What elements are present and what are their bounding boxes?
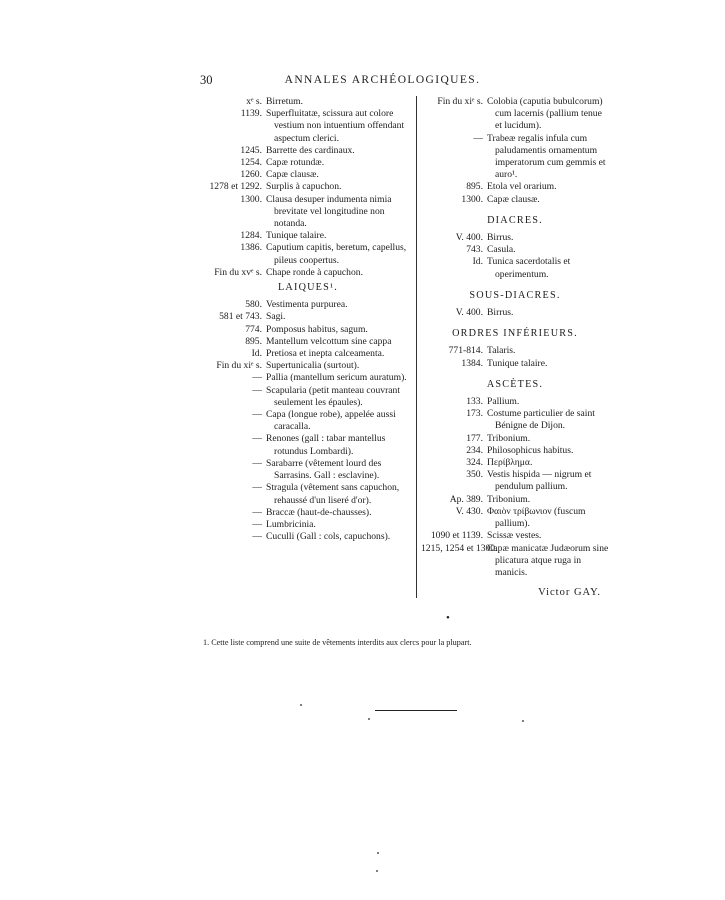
entry-key: — [252,433,262,445]
entry-key: 177. [466,432,483,444]
entry-key: — [252,482,262,494]
entry-key: — [252,506,262,518]
end-rule [375,710,457,711]
entry-text: Vestimenta purpurea. [266,299,348,311]
running-title: ANNALES ARCHÉOLOGIQUES. [284,74,481,86]
author-signature: Victor GAY. [538,587,601,599]
entry-text: Tunica sacerdotalis et operimentum. [487,256,571,280]
entry-key: 1254. [240,157,262,169]
entry-key: — [252,518,262,530]
entry-key: Fin du xiᵉ s. [216,360,262,372]
entry-row [421,133,609,182]
entry-row [200,169,416,181]
entry-row [200,324,416,336]
entry-row [421,445,609,457]
entry-key: — [252,384,262,396]
entry-key: 133. [466,396,483,408]
entry-text: Sagi. [266,311,286,323]
entry-row [421,256,609,280]
entry-text: Birrus. [487,307,514,319]
print-speck [522,720,524,722]
entry-row [200,157,416,169]
entry-row [421,358,609,370]
entry-key: 173. [466,408,483,420]
entry-text: Clausa desuper indumenta nimia brevitate vel longitudine non notanda. [266,193,392,230]
print-speck [368,718,370,720]
entry-text: Mantellum velcottum sine cappa [266,335,392,347]
entry-text: Capæ manicatæ Judæorum sine plicatura atque ruga in manicis. [487,542,609,578]
entry-row [421,469,609,493]
entry-text: Περίβλημα. [487,457,533,469]
entry-key: 1215, 1254 et 1300. [421,542,498,554]
entry-text: Etola vel orarium. [487,181,557,193]
entry-key: 1245. [240,144,262,156]
entry-text: Trabeæ regalis infula cum paludamentis ornamentum imperatorum cum gemmis et auro¹. [487,132,606,181]
entry-text: Renones (gall : tabar mantellus rotundus Lombardi). [266,433,386,457]
entry-row [200,433,416,457]
entry-row [421,396,609,408]
entry-text: Costume particulier de saint Bénigne de Dijon. [487,408,595,432]
entry-row [421,408,609,432]
entry-row [200,299,416,311]
section-title: LAIQUES¹. [278,282,338,294]
entry-row [200,242,416,266]
print-speck [376,870,378,872]
entry-text: Φαιὸν τρίβωνιον (fuscum pallium). [487,505,586,530]
entry-text: Tunique talaire. [487,357,548,369]
entry-key: Fin du xvᵉ s. [214,266,262,278]
entry-key: 1090 et 1139. [430,530,483,542]
entry-row [200,181,416,193]
entry-key: xᵉ s. [246,96,262,107]
entry-key: 1300. [240,193,262,205]
right-column [421,96,609,599]
entry-text: Barrette des cardinaux. [266,144,355,156]
entry-row [200,108,416,145]
entry-key: — [252,409,262,421]
entry-text: Sarabarre (vêtement lourd des Sarrasins. Gall : esclavine). [266,457,382,482]
entry-text: Superfluitatæ, scissura aut colore vestium non intuentium offendant aspectum clerici. [266,108,405,144]
entry-key: 580. [245,299,262,311]
entry-row [200,372,416,384]
entry-row [200,519,416,531]
entry-row [200,230,416,242]
entry-key: Fin du xiᵉ s. [437,96,483,107]
entry-text: Caputium capitis, beretum, capellus, pileus coopertus. [266,242,407,266]
entry-row [421,457,609,469]
entry-text: Stragula (vêtement sans capuchon, rehaussé d'un liseré d'or). [266,482,400,506]
print-speck [300,704,302,706]
entry-text: Scapularia (petit manteau couvrant seulement les épaules). [266,384,400,408]
entry-key: 1284. [240,230,262,242]
entry-text: Colobia (caputia bubulcorum) cum lacernis (pallium tenue et lucidum). [487,96,603,132]
entry-key: 743. [466,244,483,256]
entry-row [200,194,416,231]
entry-key: V. 400. [455,307,483,319]
entry-text: Talaris. [487,345,516,357]
entry-key: 1278 et 1292. [209,181,262,193]
entry-text: Cuculli (Gall : cols, capuchons). [266,531,391,543]
entry-key: 1386. [240,242,262,254]
entry-text: Tunique talaire. [266,230,327,242]
entry-text: Philosophicus habitus. [487,444,574,456]
entry-row [200,482,416,506]
entry-row [421,530,609,542]
entry-text: Vestis hispida — nigrum et pendulum pallium. [487,469,592,493]
entry-key: — [473,132,483,144]
entry-key: 324. [466,457,483,469]
print-speck [377,852,379,854]
entry-row [200,145,416,157]
column-divider [416,96,417,598]
entry-row [200,409,416,433]
entry-key: — [252,457,262,469]
section-title: DIACRES. [487,214,543,226]
ornament-dot: • [446,612,450,624]
entry-key: Id. [472,256,483,268]
entry-key: 234. [466,444,483,456]
section-title: SOUS-DIACRES. [469,289,561,301]
entry-row [200,348,416,360]
entry-key: 771-814. [448,345,483,357]
entry-text: Pretiosa et inepta calceamenta. [266,348,385,360]
entry-row [200,311,416,323]
entry-row [421,244,609,256]
entry-row [200,458,416,482]
entry-key: Id. [251,348,262,360]
entry-text: Birrus. [487,232,514,244]
entry-key: 350. [466,469,483,481]
entry-key: 1139. [240,108,262,120]
entry-row [200,531,416,543]
entry-text: Capa (longue robe), appelée aussi caracalla. [266,409,396,433]
entry-key: 581 et 743. [219,311,262,323]
entry-row [200,360,416,372]
left-column [200,96,416,543]
entry-text: Tribonium. [487,432,531,444]
entry-row [421,194,609,206]
entry-text: Chape ronde à capuchon. [266,266,363,278]
entry-text: Pallium. [487,396,520,408]
section-title: ORDRES INFÉRIEURS. [452,328,578,340]
entry-key: 1384. [461,357,483,369]
entry-row [421,506,609,530]
entry-text: Casula. [487,244,516,256]
entry-key: V. 400. [455,232,483,244]
entry-text: Braccæ (haut-de-chausses). [266,506,372,518]
section-title: ASCÈTES. [486,378,544,390]
entry-key: 895. [466,181,483,193]
page-number: 30 [200,73,213,87]
entry-row [200,385,416,409]
entry-key: Ap. 389. [449,493,483,505]
entry-row [421,181,609,193]
entry-text: Supertunicalia (surtout). [266,360,360,372]
entry-key: 895. [245,335,262,347]
entry-row [421,345,609,357]
entry-row [421,96,609,133]
entry-text: Tribonium. [487,493,531,505]
entry-row [200,96,416,108]
entry-text: Capæ rotundæ. [266,157,325,169]
footnote: 1. Cette liste comprend une suite de vêtements interdits aux clercs pour la plupart. [203,638,472,647]
entry-text: Surplis à capuchon. [266,181,342,193]
entry-text: Pallia (mantellum sericum auratum). [266,372,407,384]
entry-row [421,433,609,445]
entry-row [200,336,416,348]
entry-row [421,232,609,244]
entry-key: — [252,372,262,384]
entry-key: 774. [245,323,262,335]
entry-row [421,307,609,319]
entry-text: Scissæ vestes. [487,530,542,542]
entry-row [421,494,609,506]
entry-key: 1300. [461,193,483,205]
entry-row [200,507,416,519]
entry-row [200,267,416,279]
entry-text: Lumbricinia. [266,518,316,530]
entry-key: 1260. [240,169,262,181]
entry-text: Birretum. [266,96,304,107]
entry-text: Capæ clausæ. [266,169,319,181]
entry-row [421,543,609,580]
entry-key: V. 430. [455,505,483,517]
entry-text: Pomposus habitus, sagum. [266,323,368,335]
entry-text: Capæ clausæ. [487,193,540,205]
entry-key: — [252,531,262,543]
